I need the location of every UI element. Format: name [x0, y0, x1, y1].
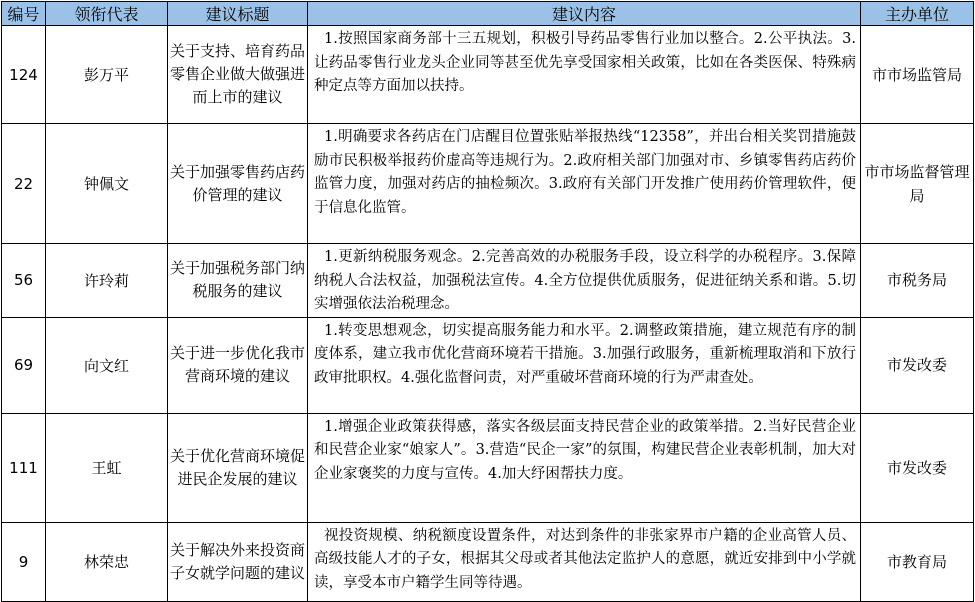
row-content: 1.按照国家商务部十三五规划，积极引导药品零售行业加以整合。2.公平执法。3.让药品零售行业龙头企业同等甚至优先享受国家相关政策，比如在各类医保、特殊病种定点等方面加以扶持。 — [308, 26, 861, 124]
row-content: 1.明确要求各药店在门店醒目位置张贴举报热线“12358”，并出台相关奖罚措施鼓励市民积极举报药价虚高等违规行为。2.政府相关部门加强对市、乡镇零售药店药价监管力度，加强对药店的抽检频次。3.政府有关部门开发推广使用药价管理软件，便于信息化监管。 — [308, 124, 861, 244]
header-unit: 主办单位 — [861, 2, 974, 26]
row-unit: 市市场监管局 — [861, 26, 974, 124]
row-content-cell — [308, 522, 861, 601]
row-title: 关于加强零售药店药价管理的建议 — [168, 124, 308, 244]
row-content: 1.转变思想观念，切实提高服务能力和水平。2.调整政策措施，建立规范有序的制度体系，建立我市优化营商环境若干措施。3.加强行政服务，重新梳理取消和下放行政审批职权。4.强化监督问责，对严重破坏营商环境的行为严肃查处。 — [308, 317, 861, 413]
row-unit: 市发改委 — [861, 317, 974, 413]
row-num: 111 — [2, 413, 46, 522]
row-unit: 市发改委 — [861, 413, 974, 522]
table-row — [2, 26, 974, 124]
proposal-table — [1, 1, 974, 602]
table-row — [2, 413, 974, 522]
table-row — [2, 317, 974, 413]
row-num: 124 — [2, 26, 46, 124]
header-title: 建议标题 — [168, 2, 308, 26]
row-unit: 市教育局 — [861, 522, 974, 601]
row-num: 22 — [2, 124, 46, 244]
table-row — [2, 124, 974, 244]
header-rep: 领衔代表 — [46, 2, 168, 26]
header-num: 编号 — [2, 2, 46, 26]
row-unit: 市市场监督管理局 — [861, 124, 974, 244]
row-title: 关于优化营商环境促进民企发展的建议 — [168, 413, 308, 522]
row-title: 关于解决外来投资商子女就学问题的建议 — [168, 522, 308, 601]
row-rep: 林荣忠 — [46, 522, 168, 601]
row-rep: 向文红 — [46, 317, 168, 413]
row-num: 69 — [2, 317, 46, 413]
row-content: 1.增强企业政策获得感，落实各级层面支持民营企业的政策举措。2.当好民营企业和民营企业家“娘家人”。3.营造“民企一家”的氛围，构建民营企业表彰机制，加大对企业家褒奖的力度与宣传。4.加大纾困帮扶力度。 — [308, 413, 861, 522]
row-rep: 许玲莉 — [46, 244, 168, 318]
row-content: 1.更新纳税服务观念。2.完善高效的办税服务手段，设立科学的办税程序。3.保障纳税人合法权益，加强税法宣传。4.全方位提供优质服务，促进征纳关系和谐。5.切实增强依法治税理念。 — [308, 244, 861, 318]
row-rep: 彭万平 — [46, 26, 168, 124]
row-num: 56 — [2, 244, 46, 318]
row-num: 9 — [2, 522, 46, 601]
row-content: 视投资规模、纳税额度设置条件，对达到条件的非张家界市户籍的企业高管人员、高级技能人才的子女，根据其父母或者其他法定监护人的意愿，就近安排到中小学就读，享受本市户籍学生同等待遇。 — [314, 527, 856, 591]
table-row — [2, 522, 974, 601]
table-header-row — [2, 2, 974, 26]
table-row — [2, 244, 974, 318]
row-title: 关于加强税务部门纳税服务的建议 — [168, 244, 308, 318]
row-title: 关于支持、培育药品零售企业做大做强进而上市的建议 — [168, 26, 308, 124]
header-content: 建议内容 — [308, 2, 861, 26]
row-rep: 王虹 — [46, 413, 168, 522]
row-rep: 钟佩文 — [46, 124, 168, 244]
row-unit: 市税务局 — [861, 244, 974, 318]
row-title: 关于进一步优化我市营商环境的建议 — [168, 317, 308, 413]
